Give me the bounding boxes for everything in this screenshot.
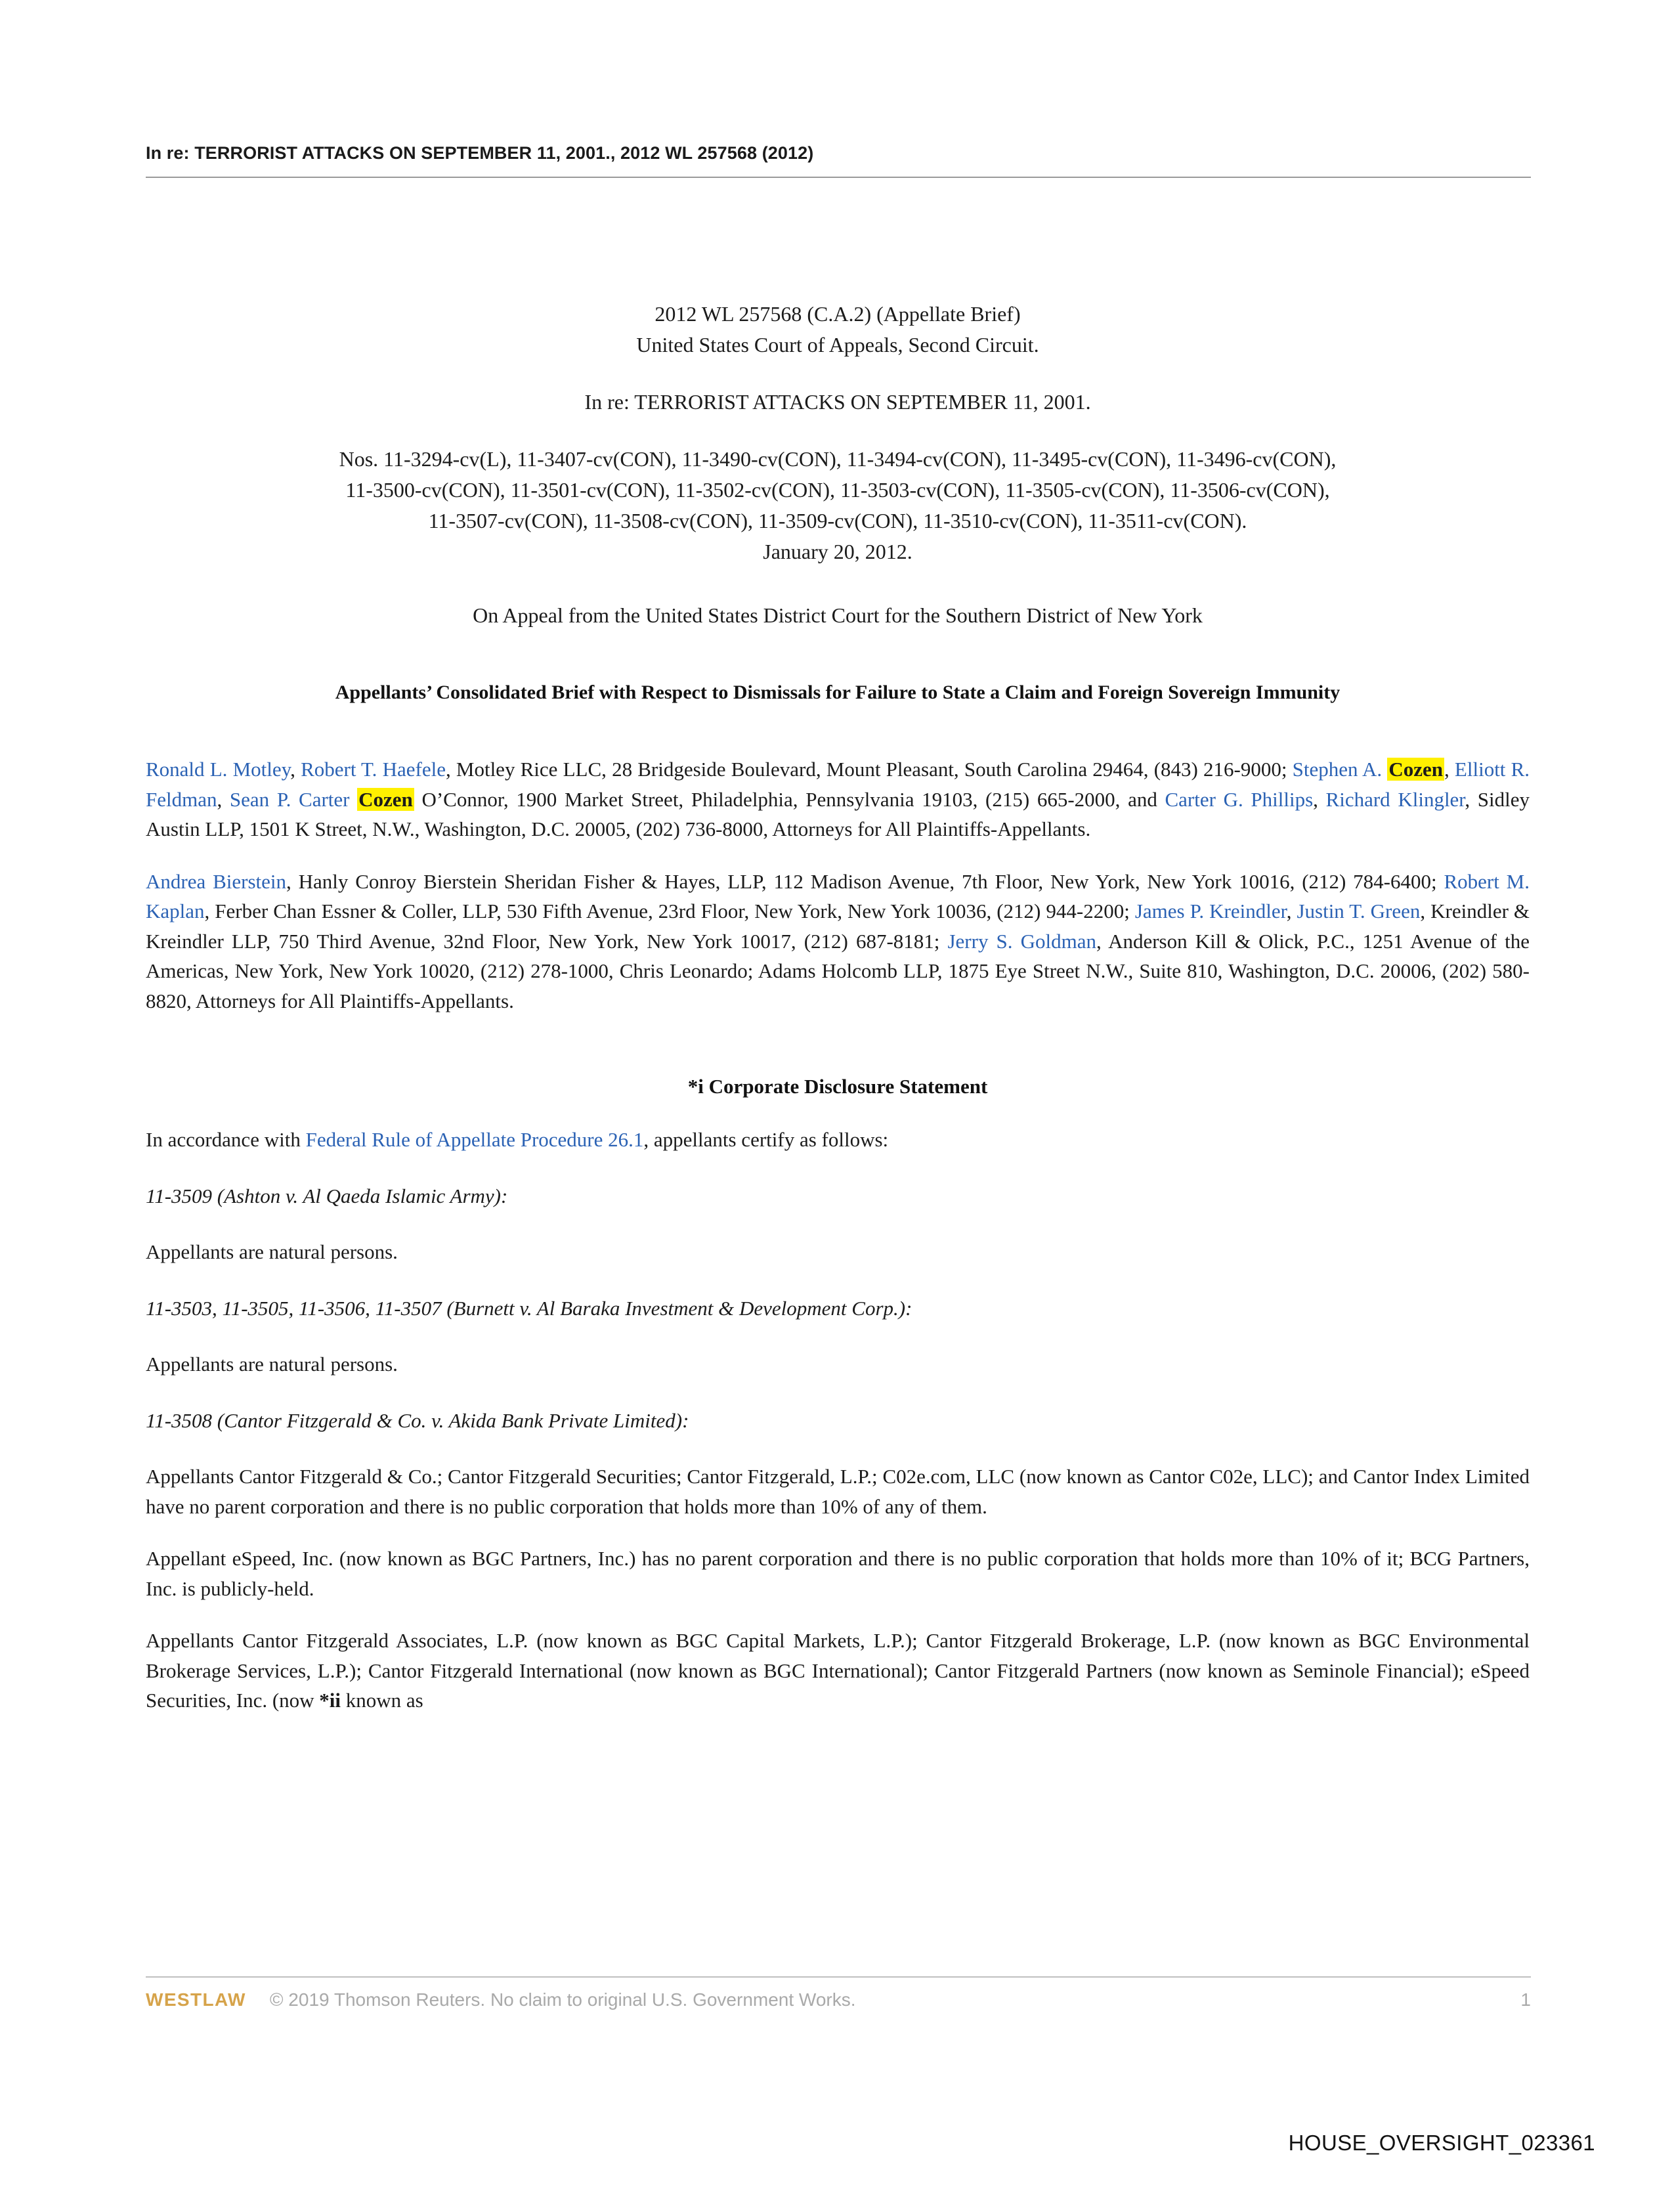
caption-case-name: In re: TERRORIST ATTACKS ON SEPTEMBER 11, 2001.	[584, 390, 1091, 414]
disclosure-body-3a: Appellants Cantor Fitzgerald & Co.; Cantor Fitzgerald Securities; Cantor Fitzgerald, L.P.; C02e.com, LLC (now known as Cantor C02e, LLC); and Cantor Index Limited have no parent corporation and there is no public corporation that holds more than 10% of any of them.	[146, 1465, 1530, 1518]
counsel-space-2	[349, 788, 357, 811]
counsel-name-haefele[interactable]: Robert T. Haefele	[301, 758, 446, 781]
disclosure-case-2: 11-3503, 11-3505, 11-3506, 11-3507 (Burnett v. Al Baraka Investment & Development Corp.):	[146, 1296, 912, 1320]
counsel-text-5: O’Connor, 1900 Market Street, Philadelphia, Pennsylvania 19103, (215) 665-2000, and	[414, 787, 1165, 811]
document-body	[146, 299, 1530, 1716]
disclosure-intro-suffix: , appellants certify as follows:	[643, 1128, 889, 1151]
counsel2-text-4: , Kreindler & Kreindler LLP, 750 Third Avenue, 32nd Floor, New York, New York 10017, (212) 687-8181;	[146, 900, 1530, 953]
counsel-text-3: ,	[1444, 758, 1455, 781]
footer-copyright: © 2019 Thomson Reuters. No claim to original U.S. Government Works.	[269, 1989, 856, 2010]
counsel-name-klingler[interactable]: Richard Klingler	[1325, 787, 1465, 811]
caption-docket-numbers	[146, 444, 1530, 567]
caption-court: United States Court of Appeals, Second Circuit.	[636, 333, 1039, 357]
docket-line-3: 11-3507-cv(CON), 11-3508-cv(CON), 11-3509-cv(CON), 11-3510-cv(CON), 11-3511-cv(CON).	[428, 509, 1247, 532]
counsel2-text-3: ,	[1286, 900, 1297, 922]
disclosure-body-1: Appellants are natural persons.	[146, 1240, 398, 1263]
counsel-name-stephen-a[interactable]: Stephen A.	[1292, 758, 1383, 781]
caption-appeal-from: On Appeal from the United States District Court for the Southern District of New York	[473, 603, 1203, 627]
star-page-marker-ii: *ii	[319, 1689, 341, 1712]
caption-citation-block	[146, 299, 1530, 360]
counsel-name-kreindler[interactable]: James P. Kreindler	[1134, 900, 1287, 922]
running-header-text: In re: TERRORIST ATTACKS ON SEPTEMBER 11, 2001., 2012 WL 257568 (2012)	[146, 143, 814, 163]
footer-divider	[146, 1976, 1531, 1978]
disclosure-last-prefix: Appellants Cantor Fitzgerald Associates, L.P. (now known as BGC Capital Markets, L.P.); Cantor Fitzgerald Brokerage, L.P. (now known as BGC Environmental Brokerage Services, L.P.); Cantor Fitzgerald International (now known as BGC International); Cantor Fitzgerald Partners (now known as Seminole Financial); eSpeed Securities, Inc. (now	[146, 1629, 1530, 1712]
brief-title: Appellants’ Consolidated Brief with Respect to Dismissals for Failure to State a Claim and Foreign Sovereign Immunity	[335, 682, 1341, 703]
disclosure-case-1: 11-3509 (Ashton v. Al Qaeda Islamic Army):	[146, 1184, 508, 1207]
docket-line-2: 11-3500-cv(CON), 11-3501-cv(CON), 11-3502-cv(CON), 11-3503-cv(CON), 11-3505-cv(CON), 11-3506-cv(CON),	[345, 478, 1330, 502]
counsel-name-phillips[interactable]: Carter G. Phillips	[1165, 787, 1314, 811]
disclosure-intro	[146, 1125, 1530, 1155]
link-frap-26-1[interactable]: Federal Rule of Appellate Procedure 26.1	[305, 1128, 644, 1151]
section-heading-disclosure: *i Corporate Disclosure Statement	[687, 1075, 988, 1098]
highlight-cozen-2: Cozen	[358, 787, 413, 811]
disclosure-body-2: Appellants are natural persons.	[146, 1353, 398, 1376]
counsel2-text-5: , Anderson Kill & Olick, P.C., 1251 Avenue of the Americas, New York, New York 10020, (212) 278-1000, Chris Leonardo; Adams Holcomb LLP, 1875 Eye Street N.W., Suite 810, Washington, D.C. 20006, (202) 580-8820, Attorneys for All Plaintiffs-Appellants.	[146, 929, 1530, 1012]
westlaw-logo: WESTLAW	[146, 1989, 246, 2010]
caption-date: January 20, 2012.	[763, 540, 912, 563]
counsel-text-2: , Motley Rice LLC, 28 Bridgeside Boulevard, Mount Pleasant, South Carolina 29464, (843) 216-9000;	[445, 758, 1293, 781]
counsel2-text-2: , Ferber Chan Essner & Coller, LLP, 530 Fifth Avenue, 23rd Floor, New York, New York 10036, (212) 944-2200;	[204, 900, 1135, 922]
disclosure-last-suffix: known as	[341, 1689, 423, 1712]
header-divider	[146, 177, 1531, 178]
disclosure-body-3b: Appellant eSpeed, Inc. (now known as BGC Partners, Inc.) has no parent corporation and there is no public corporation that holds more than 10% of it; BCG Partners, Inc. is publicly-held.	[146, 1547, 1530, 1600]
counsel-name-feldman[interactable]: Elliott R. Feldman	[146, 758, 1530, 811]
highlight-cozen-1: Cozen	[1388, 758, 1443, 781]
caption-citation: 2012 WL 257568 (C.A.2) (Appellate Brief)	[655, 302, 1021, 326]
counsel-text-7: , Sidley Austin LLP, 1501 K Street, N.W., Washington, D.C. 20005, (202) 736-8000, Attorneys for All Plaintiffs-Appellants.	[146, 787, 1530, 840]
counsel2-text-1: , Hanly Conroy Bierstein Sheridan Fisher & Hayes, LLP, 112 Madison Avenue, 7th Floor, New York, New York 10016, (212) 784-6400;	[286, 869, 1444, 893]
counsel-name-bierstein[interactable]: Andrea Bierstein	[146, 869, 286, 893]
running-header	[146, 143, 1531, 178]
counsel-paragraph-2	[146, 867, 1530, 1016]
bates-stamp: HOUSE_OVERSIGHT_023361	[1288, 2131, 1595, 2155]
docket-line-1: Nos. 11-3294-cv(L), 11-3407-cv(CON), 11-3490-cv(CON), 11-3494-cv(CON), 11-3495-cv(CON), 11-3496-cv(CON),	[339, 447, 1337, 471]
disclosure-body-3c	[146, 1626, 1530, 1716]
disclosure-case-3: 11-3508 (Cantor Fitzgerald & Co. v. Akida Bank Private Limited):	[146, 1408, 689, 1432]
counsel-text-6: ,	[1313, 787, 1326, 811]
counsel-name-carter[interactable]: Sean P. Carter	[229, 787, 350, 811]
counsel-text-4: ,	[217, 787, 230, 811]
counsel-name-green[interactable]: Justin T. Green	[1297, 900, 1421, 922]
counsel-text-1: ,	[290, 758, 301, 781]
page-footer	[146, 1976, 1531, 2010]
footer-page-number: 1	[1520, 1989, 1531, 2010]
counsel-name-kaplan[interactable]: Robert M. Kaplan	[146, 869, 1530, 922]
counsel-name-motley[interactable]: Ronald L. Motley	[146, 758, 291, 781]
counsel-name-goldman[interactable]: Jerry S. Goldman	[947, 929, 1096, 953]
disclosure-intro-prefix: In accordance with	[146, 1128, 306, 1151]
counsel-paragraph-1	[146, 754, 1530, 844]
